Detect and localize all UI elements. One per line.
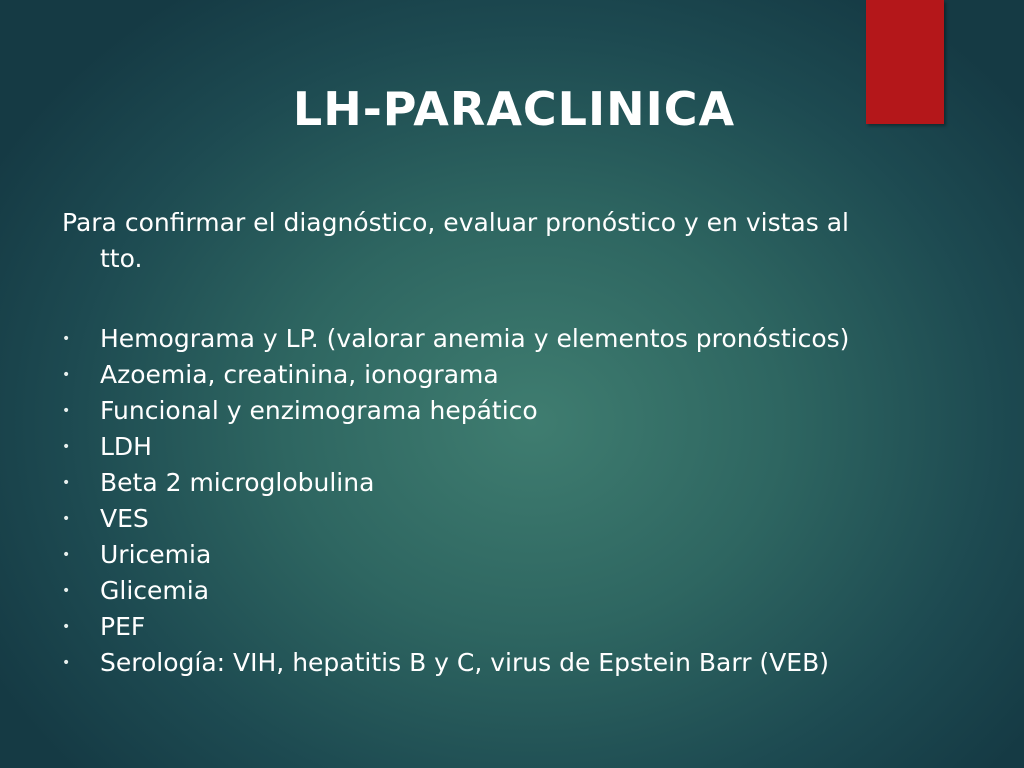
list-item <box>62 321 962 357</box>
bullet-text: Funcional y enzimograma hepático <box>100 396 538 425</box>
bullet-text: Serología: VIH, hepatitis B y C, virus de Epstein Barr (VEB) <box>100 648 829 677</box>
bullet-icon: • <box>62 475 71 491</box>
bullet-text: Hemograma y LP. (valorar anemia y elementos pronósticos) <box>100 324 850 353</box>
list-item <box>62 465 962 501</box>
intro-paragraph <box>62 205 892 277</box>
list-item <box>62 357 962 393</box>
bullet-icon: • <box>62 583 71 599</box>
bullet-text: VES <box>100 504 149 533</box>
list-item <box>62 429 962 465</box>
bullet-icon: • <box>62 547 71 563</box>
bullet-text: Beta 2 microglobulina <box>100 468 375 497</box>
slide-title: LH-PARACLINICA <box>292 82 736 136</box>
bullet-list <box>62 321 962 681</box>
bullet-icon: • <box>62 511 71 527</box>
bullet-icon: • <box>62 439 71 455</box>
bullet-text: Azoemia, creatinina, ionograma <box>100 360 499 389</box>
bullet-text: Glicemia <box>100 576 210 605</box>
bullet-text: PEF <box>100 612 146 641</box>
list-item <box>62 501 962 537</box>
bullet-icon: • <box>62 367 71 383</box>
intro-text: Para confirmar el diagnóstico, evaluar pronóstico y en vistas al tto. <box>62 208 849 273</box>
list-item <box>62 573 962 609</box>
list-item <box>62 537 962 573</box>
list-item <box>62 645 962 681</box>
list-item <box>62 393 962 429</box>
list-item <box>62 609 962 645</box>
bullet-icon: • <box>62 655 71 671</box>
bullet-text: LDH <box>100 432 152 461</box>
bullet-icon: • <box>62 619 71 635</box>
bullet-text: Uricemia <box>100 540 212 569</box>
bullet-icon: • <box>62 331 71 347</box>
bullet-icon: • <box>62 403 71 419</box>
